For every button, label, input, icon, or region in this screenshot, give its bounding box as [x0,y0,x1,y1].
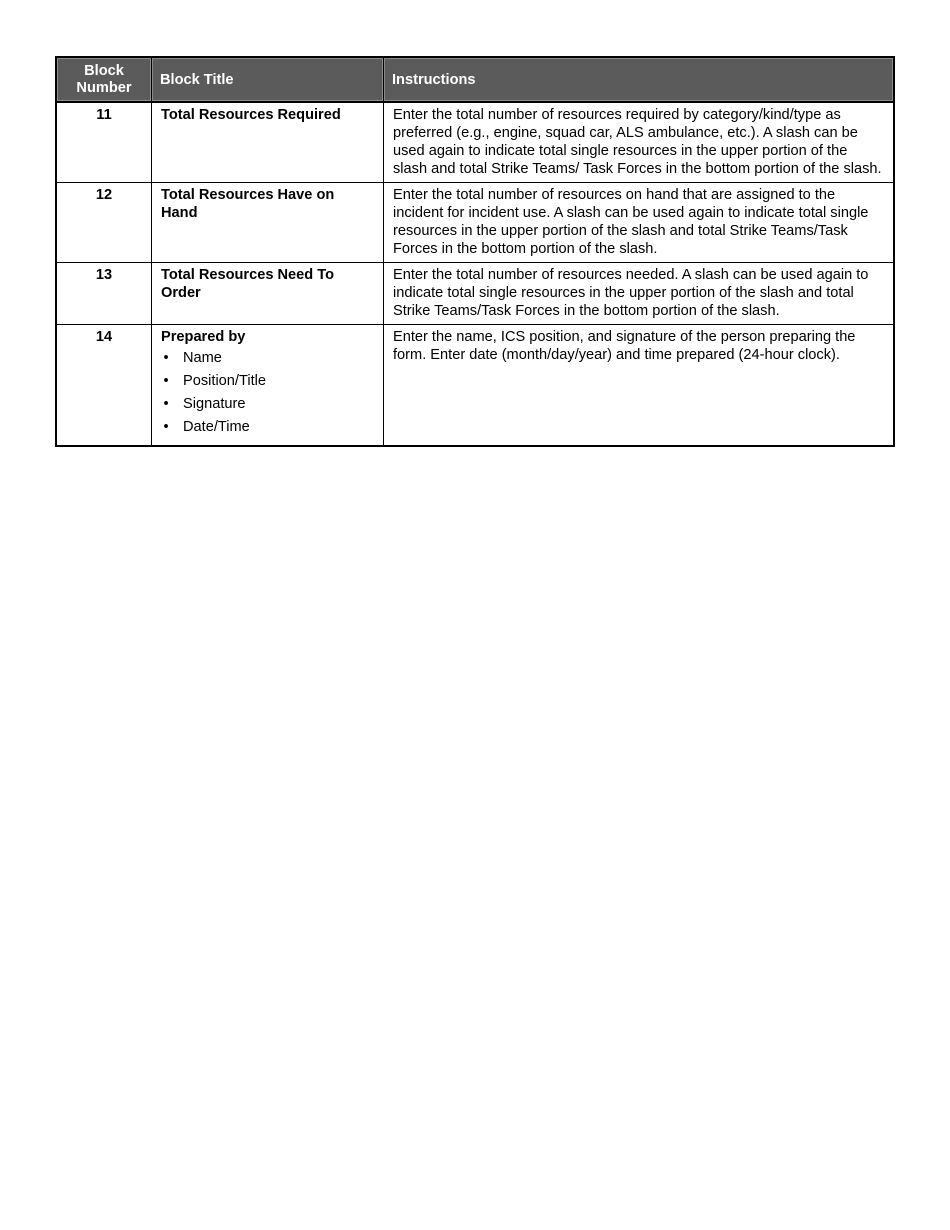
bullet-icon: • [163,373,169,389]
list-item-label: Date/Time [183,419,250,435]
table-row [56,183,894,263]
list-item [161,372,374,390]
list-item-label: Signature [183,396,246,412]
table-row [56,263,894,325]
list-item-label: Name [183,350,222,366]
block-title: Total Resources Have on Hand [152,183,384,263]
block-number: 14 [56,325,152,447]
block-title-cell [152,325,384,447]
block-number: 12 [56,183,152,263]
list-item-label: Position/Title [183,373,267,389]
block-instructions: Enter the total number of resources on hand that are assigned to the incident for incident use. A slash can be used again to indicate total single resources in the upper portion of the slash and total Strike Teams/Task Forces in the bottom portion of the slash. [384,183,895,263]
bullet-icon: • [163,350,169,366]
bullet-icon: • [163,419,169,435]
block-title: Total Resources Required [152,102,384,183]
header-block-number: Block Number [56,57,152,102]
header-instructions: Instructions [384,57,895,102]
prepared-by-list [161,349,374,436]
table-header-row [56,57,894,102]
list-item [161,418,374,436]
block-title: Prepared by [161,329,246,345]
block-number: 13 [56,263,152,325]
list-item [161,349,374,367]
block-instructions: Enter the total number of resources needed. A slash can be used again to indicate total single resources in the upper portion of the slash and total Strike Teams/Task Forces in the bottom portion of the slash. [384,263,895,325]
table-row [56,102,894,183]
bullet-icon: • [163,396,169,412]
block-number: 11 [56,102,152,183]
block-title: Total Resources Need To Order [152,263,384,325]
instructions-table [55,56,895,447]
header-block-title: Block Title [152,57,384,102]
table-row [56,325,894,447]
block-instructions: Enter the name, ICS position, and signature of the person preparing the form. Enter date (month/day/year) and time prepared (24-hour clock). [384,325,895,447]
list-item [161,395,374,413]
block-instructions: Enter the total number of resources required by category/kind/type as preferred (e.g., engine, squad car, ALS ambulance, etc.). A slash can be used again to indicate total single resources in the upper portion of the slash and total Strike Teams/ Task Forces in the bottom portion of the slash. [384,102,895,183]
